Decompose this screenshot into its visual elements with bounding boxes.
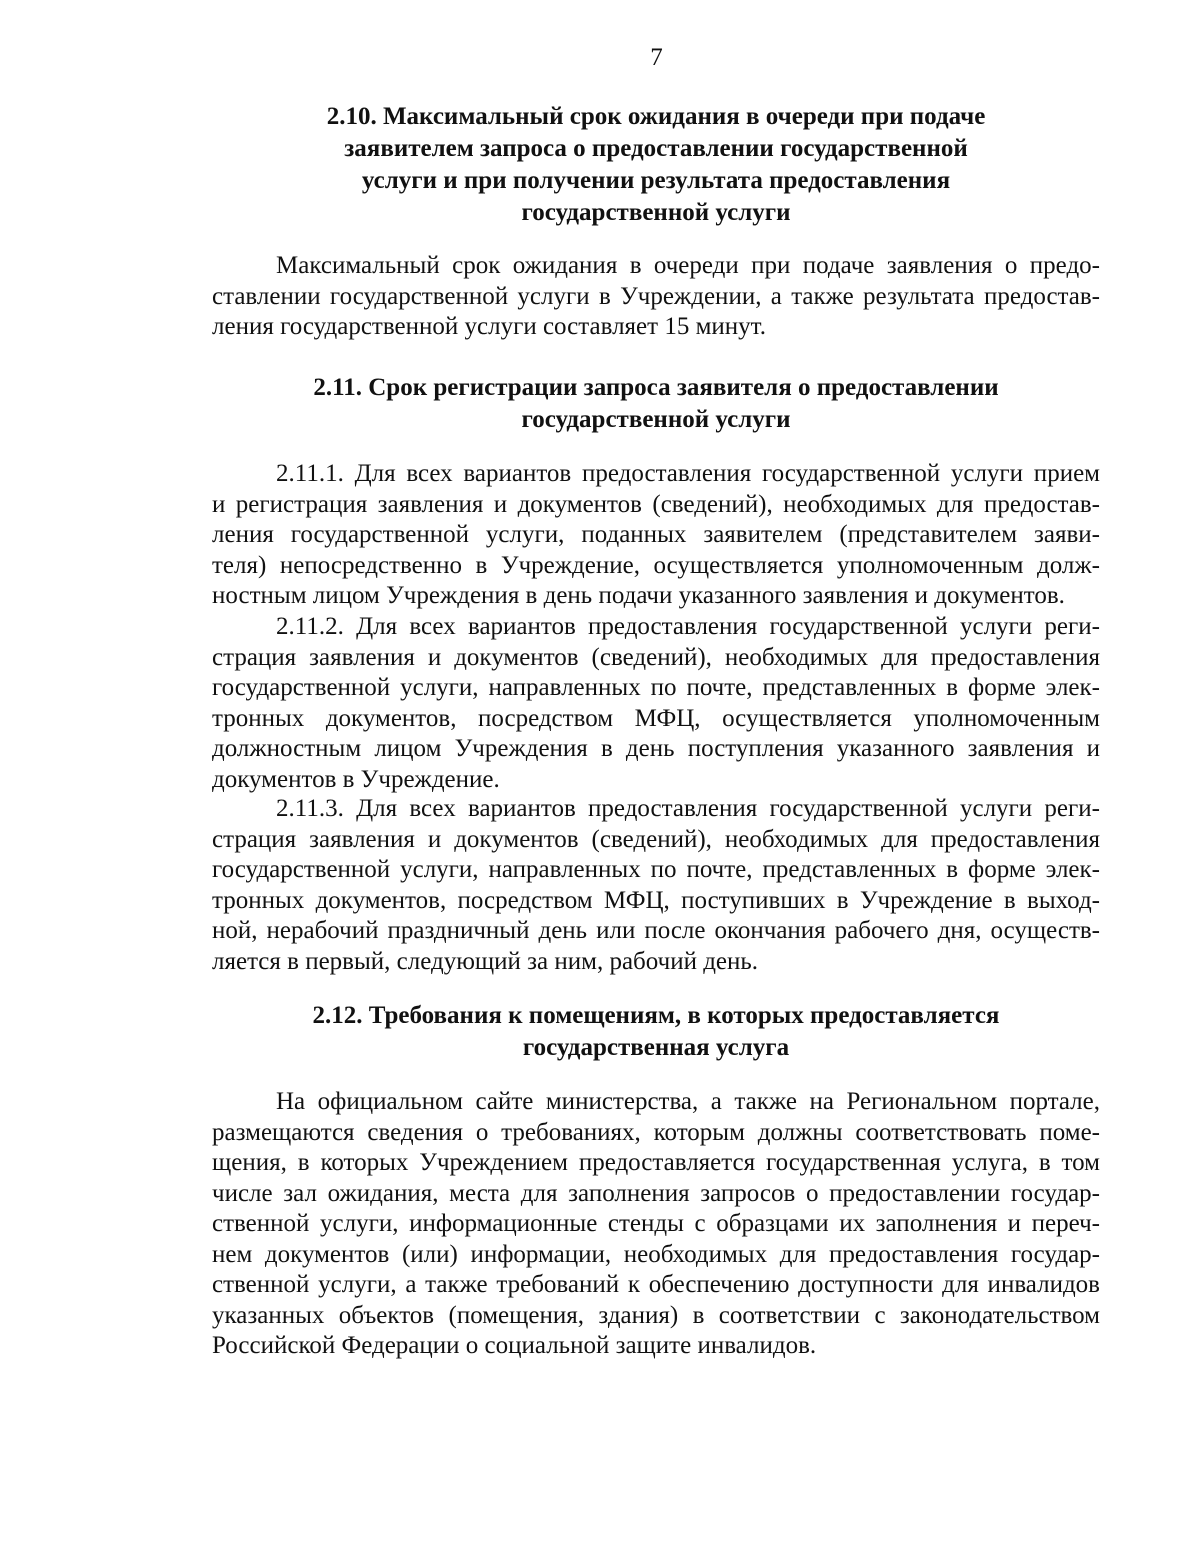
section-heading-2-11 xyxy=(212,372,1100,436)
paragraph-line: страция заявления и документов (сведений), необходимых для предоставления xyxy=(212,643,1100,671)
paragraph-line: тронных документов, посредством МФЦ, поступивших в Учреждение в выход- xyxy=(212,886,1100,914)
paragraph-line: и регистрация заявления и документов (сведений), необходимых для предостав- xyxy=(212,490,1100,518)
heading-line: 2.10. Максимальный срок ожидания в очереди при подаче xyxy=(326,103,986,130)
section-heading-2-10 xyxy=(212,101,1100,229)
paragraph-line: 2.11.2. Для всех вариантов предоставления государственной услуги реги- xyxy=(276,613,1100,640)
heading-line: 2.12. Требования к помещениям, в которых предоставляется xyxy=(312,1002,1000,1029)
paragraph-line: страция заявления и документов (сведений), необходимых для предоставления xyxy=(212,825,1100,853)
paragraph-line: ственной услуги, а также требований к обеспечению доступности для инвалидов xyxy=(212,1271,1100,1298)
paragraph-line: ственной услуги, информационные стенды с образцами их заполнения и переч- xyxy=(212,1210,1100,1237)
paragraph-line: государственной услуги, направленных по почте, представленных в форме элек- xyxy=(212,674,1100,701)
paragraph-line: Российской Федерации о социальной защите инвалидов. xyxy=(212,1332,817,1359)
paragraph-2-11-3 xyxy=(212,794,1100,977)
paragraph-line: Максимальный срок ожидания в очереди при подаче заявления о предо- xyxy=(276,252,1100,279)
paragraph-line: 2.11.3. Для всех вариантов предоставления государственной услуги реги- xyxy=(276,795,1100,822)
paragraph-line: документов в Учреждение. xyxy=(212,765,500,793)
paragraph-line: размещаются сведения о требованиях, которым должны соответствовать поме- xyxy=(212,1118,1100,1146)
paragraph-line: ления государственной услуги составляет 15 минут. xyxy=(212,313,766,340)
heading-line: государственной услуги xyxy=(521,199,791,226)
paragraph-line: числе зал ожидания, места для заполнения запросов о предоставлении государ- xyxy=(212,1179,1100,1207)
heading-line: заявителем запроса о предоставлении государственной xyxy=(344,135,968,162)
paragraph-line: теля) непосредственно в Учреждение, осуществляется уполномоченным долж- xyxy=(212,551,1100,579)
paragraph-line: тронных документов, посредством МФЦ, осуществляется уполномоченным xyxy=(212,704,1100,732)
paragraph-line: ной, нерабочий праздничный день или после окончания рабочего дня, осуществ- xyxy=(212,917,1100,944)
paragraph-line: ляется в первый, следующий за ним, рабочий день. xyxy=(212,947,759,975)
paragraph-line: государственной услуги, направленных по почте, представленных в форме элек- xyxy=(212,856,1100,883)
paragraph-line: указанных объектов (помещения, здания) в соответствии с законодательством xyxy=(212,1301,1100,1329)
paragraph-2-11-1 xyxy=(212,459,1100,612)
page-number: 7 xyxy=(650,44,663,71)
paragraph-line: ления государственной услуги, поданных заявителем (представителем заяви- xyxy=(212,521,1100,548)
paragraph-line: щения, в которых Учреждением предоставляется государственная услуга, в том xyxy=(212,1149,1100,1176)
heading-line: государственная услуга xyxy=(522,1034,790,1061)
paragraph-line: ностным лицом Учреждения в день подачи указанного заявления и документов. xyxy=(212,582,1065,609)
paragraph-line: нем документов (или) информации, необходимых для предоставления государ- xyxy=(212,1240,1100,1268)
paragraph-line: ставлении государственной услуги в Учреждении, а также результата предостав- xyxy=(212,282,1100,310)
heading-line: государственной услуги xyxy=(521,406,791,433)
paragraph-2-11-2 xyxy=(212,612,1100,795)
heading-line: услуги и при получении результата предоставления xyxy=(361,167,951,194)
paragraph-2-10 xyxy=(212,251,1100,343)
paragraph-2-12 xyxy=(212,1087,1100,1362)
paragraph-line: должностным лицом Учреждения в день поступления указанного заявления и xyxy=(212,735,1100,762)
section-heading-2-12 xyxy=(212,1000,1100,1064)
paragraph-line: На официальном сайте министерства, а также на Региональном портале, xyxy=(276,1088,1100,1115)
heading-line: 2.11. Срок регистрации запроса заявителя о предоставлении xyxy=(313,374,999,401)
paragraph-line: 2.11.1. Для всех вариантов предоставления государственной услуги прием xyxy=(276,460,1100,487)
